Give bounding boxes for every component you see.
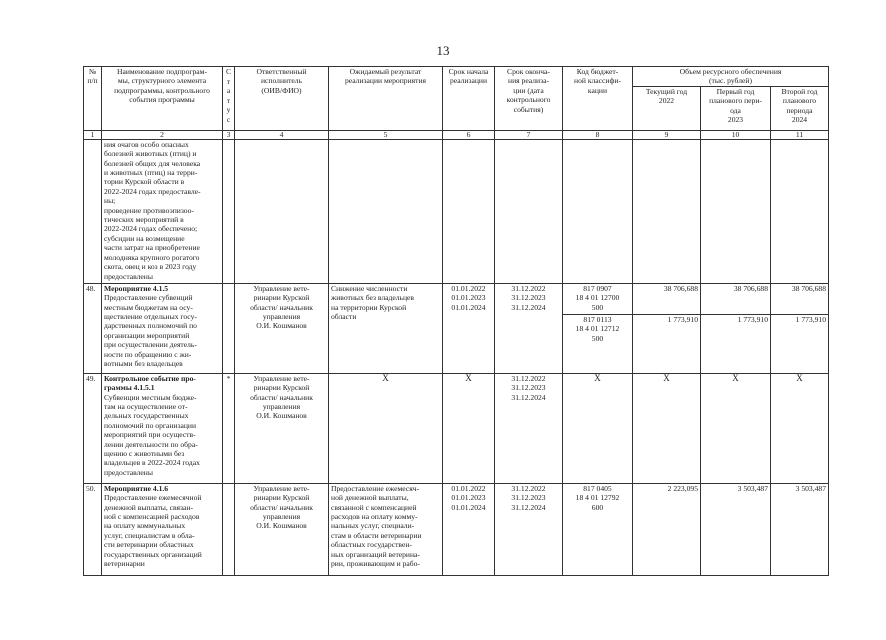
col-number: 8 bbox=[563, 130, 633, 139]
col-number: 11 bbox=[771, 130, 829, 139]
row-status bbox=[223, 483, 235, 575]
row-name bbox=[102, 483, 223, 575]
value-line-1: 38 706,688 bbox=[791, 283, 826, 293]
row-2024: 3 503,487 bbox=[771, 483, 829, 575]
row-name bbox=[102, 373, 223, 483]
resource-table bbox=[83, 66, 829, 576]
value-line-2: 1 773,910 bbox=[771, 314, 828, 324]
row-name-text: Предоставление субвенций местным бюджетам на осу- ществление отдельных госу- дарственных полномочий по организации мероприятий при осуществлении деятель- ности по обращению с жи- вотными без владельцев bbox=[104, 293, 197, 369]
col-number: 10 bbox=[701, 130, 771, 139]
row-status bbox=[223, 283, 235, 373]
row-2023: 3 503,487 bbox=[701, 483, 771, 575]
header-end: Срок оконча- ния реализа- ции (дата контрольного события) bbox=[495, 67, 563, 131]
row-result bbox=[329, 139, 443, 283]
row-name bbox=[102, 283, 223, 373]
header-code: Код бюджет- ной классифи- кации bbox=[563, 67, 633, 131]
row-name-title: Контрольное событие про- граммы 4.1.5.1 bbox=[104, 373, 196, 393]
row-code bbox=[563, 283, 633, 373]
row-status: * bbox=[223, 373, 235, 483]
value-line-2: 1 773,910 bbox=[633, 314, 700, 324]
row-name-text: Предоставление ежемесячной денежной выплаты, связан- ной с компенсацией расходов на оплату коммунальных услуг, специалистам в обла- сти ветеринарии областных государственных организаций ветеринарии bbox=[104, 493, 202, 569]
row-result: Снижение численности животных без владельцев на территории Курской области bbox=[329, 283, 443, 373]
row-2024 bbox=[771, 139, 829, 283]
col-number: 2 bbox=[102, 130, 223, 139]
header-start: Срок начала реализации bbox=[443, 67, 495, 131]
header-status: С т а т у с bbox=[223, 67, 235, 131]
header-responsible: Ответственный исполнитель (ОИВ/ФИО) bbox=[235, 67, 329, 131]
row-2023 bbox=[701, 283, 771, 373]
row-status bbox=[223, 139, 235, 283]
value-line-2: 1 773,910 bbox=[701, 314, 770, 324]
header-result: Ожидаемый результат реализации мероприятия bbox=[329, 67, 443, 131]
col-number: 4 bbox=[235, 130, 329, 139]
row-2024 bbox=[771, 283, 829, 373]
value-line-1: 38 706,688 bbox=[733, 283, 768, 293]
row-start: Х bbox=[443, 373, 495, 483]
header-2024: Второй год планового периода 2024 bbox=[771, 86, 829, 130]
header-2023: Первый год планового пери- ода 2023 bbox=[701, 86, 771, 130]
page-number: 13 bbox=[436, 43, 450, 58]
header-name: Наименование подпрограм- мы, структурного элемента подпрограммы, контрольного события программы bbox=[102, 67, 223, 131]
row-responsible: Управление вете- ринарии Курской области/ начальник управления О.И. Кошманов bbox=[235, 483, 329, 575]
column-number-row bbox=[84, 130, 829, 139]
row-2022: 2 223,095 bbox=[633, 483, 701, 575]
table-row bbox=[84, 483, 829, 575]
row-start: 01.01.2022 01.01.2023 01.01.2024 bbox=[443, 483, 495, 575]
row-code bbox=[563, 139, 633, 283]
row-name-title: Мероприятие 4.1.5 bbox=[104, 283, 169, 293]
table-row bbox=[84, 283, 829, 373]
row-name: ния очагов особо опасных болезней животных (птиц) и болезней общих для человека и животных (птиц) на терри- тории Курской области в 2022-2024 годах предоставле- ны; проведение противоэпизоо- тических мероприятий в 2022-2024 годах обеспечено; субсидии на возмещение части затрат на приобретение молодняка крупного рогатого скота, овец и коз в 2023 году предоставлены bbox=[102, 139, 223, 283]
col-number: 1 bbox=[84, 130, 102, 139]
row-2022 bbox=[633, 283, 701, 373]
row-number: 50. bbox=[84, 483, 102, 575]
code-line-2: 817 0113 18 4 01 12712 500 bbox=[563, 314, 632, 343]
header-2022: Текущий год 2022 bbox=[633, 86, 701, 130]
row-name-text: Субвенции местным бюдже- там на осуществление от- дельных государственных полномочий по организации мероприятий при осуществ- лении деятельности по обра- щению с животными без владельцев в 2022-2024 годах предоставлены bbox=[104, 392, 200, 477]
row-responsible bbox=[235, 139, 329, 283]
row-responsible: Управление вете- ринарии Курской области/ начальник управления О.И. Кошманов bbox=[235, 373, 329, 483]
row-result: Предоставление ежемесяч- ной денежной выплаты, связанной с компенсацией расходов на оплату комму- нальных услуг, специали- стам в области ветеринарии областных государствен- ных организаций ветерина- рии, проживающим и рабо- bbox=[329, 483, 443, 575]
row-code: Х bbox=[563, 373, 633, 483]
header-resources: Объем ресурсного обеспечения (тыс. рублей) bbox=[633, 67, 829, 87]
row-2023: Х bbox=[701, 373, 771, 483]
row-number: 48. bbox=[84, 283, 102, 373]
col-number: 6 bbox=[443, 130, 495, 139]
header-num: № п/п bbox=[84, 67, 102, 131]
row-number bbox=[84, 139, 102, 283]
row-name-title: Мероприятие 4.1.6 bbox=[104, 483, 169, 493]
row-start: 01.01.2022 01.01.2023 01.01.2024 bbox=[443, 283, 495, 373]
row-end bbox=[495, 139, 563, 283]
code-line-1: 817 0907 18 4 01 12700 500 bbox=[575, 283, 620, 312]
row-2024: Х bbox=[771, 373, 829, 483]
row-result: Х bbox=[329, 373, 443, 483]
row-number: 49. bbox=[84, 373, 102, 483]
row-code: 817 0405 18 4 01 12792 600 bbox=[563, 483, 633, 575]
row-end: 31.12.2022 31.12.2023 31.12.2024 bbox=[495, 373, 563, 483]
value-line-1: 38 706,688 bbox=[663, 283, 698, 293]
row-end: 31.12.2022 31.12.2023 31.12.2024 bbox=[495, 283, 563, 373]
row-2022 bbox=[633, 139, 701, 283]
row-start bbox=[443, 139, 495, 283]
col-number: 3 bbox=[223, 130, 235, 139]
row-2023 bbox=[701, 139, 771, 283]
col-number: 7 bbox=[495, 130, 563, 139]
table-row bbox=[84, 139, 829, 283]
row-responsible: Управление вете- ринарии Курской области/ начальник управления О.И. Кошманов bbox=[235, 283, 329, 373]
col-number: 9 bbox=[633, 130, 701, 139]
row-end: 31.12.2022 31.12.2023 31.12.2024 bbox=[495, 483, 563, 575]
table-row bbox=[84, 373, 829, 483]
row-2022: Х bbox=[633, 373, 701, 483]
col-number: 5 bbox=[329, 130, 443, 139]
